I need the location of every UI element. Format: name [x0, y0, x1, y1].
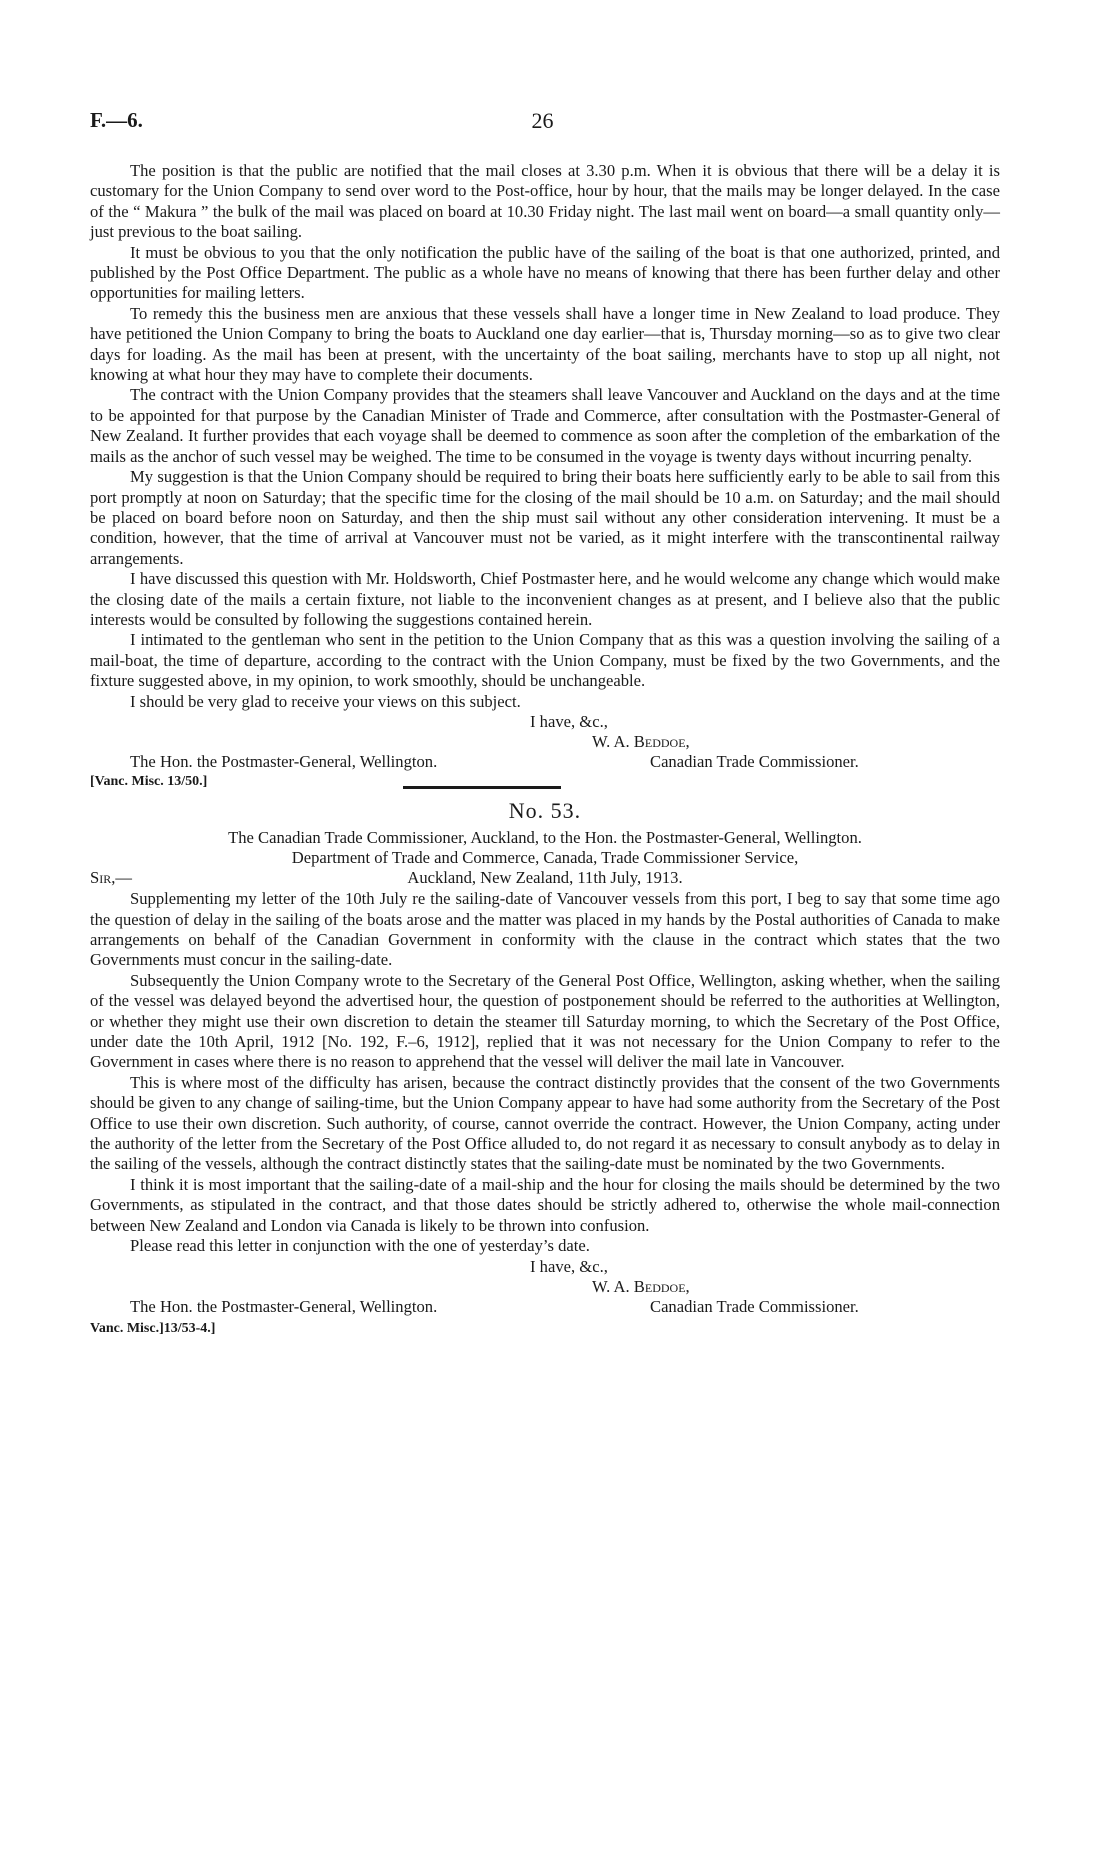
department-line: Department of Trade and Commerce, Canada, Trade Commissioner Service, — [291, 848, 799, 868]
letter-52-continued — [90, 161, 1000, 789]
paragraph: Please read this letter in conjunction with the one of yesterday’s date. — [130, 1236, 590, 1256]
signature: W. A. Beddoe, — [592, 1276, 690, 1296]
paragraph: My suggestion is that the Union Company should be required to bring their boats here sufficiently early to be able to sail from this port promptly at noon on Saturday; that the specific time for the closing of the mail should be 10 a.m. on Saturday; and the mail should be placed on board before noon on Saturday, and then the ship must sail without any other consideration intervening. It must be a condition, however, that the time of arrival at Vancouver must not be varied, as it might interfere with the transcontinental railway arrangements. — [90, 467, 1000, 568]
paragraph: The position is that the public are notified that the mail closes at 3.30 p.m. When it is obvious that there will be a delay it is customary for the Union Company to send over word to the Post-office, hour by hour, that the mails may be longer delayed. In the case of the “ Makura ” the bulk of the mail was placed on board at 10.30 Friday night. The last mail went on board—a small quantity only—just previous to the boat sailing. — [90, 161, 1000, 242]
page-header — [90, 108, 995, 138]
letter-closing — [90, 712, 1000, 772]
file-reference: Vanc. Misc.]13/53-4.] — [90, 1320, 216, 1336]
letter-closing — [90, 1257, 1000, 1317]
document-reference: F.—6. — [90, 108, 143, 132]
paragraph: I have discussed this question with Mr. Holdsworth, Chief Postmaster here, and he would welcome any change which would make the closing date of the mails a certain fixture, not liable to the inconvenient changes as at present, and I believe also that the public interests would be consulted by following the suggestions contained herein. — [90, 569, 1000, 629]
paragraph: To remedy this the business men are anxious that these vessels shall have a longer time in New Zealand to load produce. They have petitioned the Union Company to bring the boats to Auckland one day earlier—that is, Thursday morning—so as to give two clear days for loading. As the mail has been at present, with the uncertainty of the boat sailing, merchants have to stop up all night, not knowing at what hour they may have to complete their documents. — [90, 303, 1000, 385]
closing-phrase: I have, &c., — [530, 1256, 608, 1276]
paragraph: I intimated to the gentleman who sent in the petition to the Union Company that as this was a question involving the sailing of a mail-boat, the time of departure, according to the contract with the Union Company, must be fixed by the two Governments, and the fixture suggested above, in my opinion, to work smoothly, should be unchangeable. — [90, 630, 1000, 691]
letter-number-heading: No. 53. — [508, 798, 582, 824]
letter-address-block — [90, 848, 1000, 889]
page-body — [90, 161, 1000, 1339]
page-number: 26 — [531, 108, 554, 133]
place-date-line: Auckland, New Zealand, 11th July, 1913. — [407, 868, 683, 888]
letter-from-line: The Canadian Trade Commissioner, Auckland, to the Hon. the Postmaster-General, Wellington. — [228, 827, 862, 847]
file-reference: [Vanc. Misc. 13/50.] — [90, 773, 208, 789]
addressee: The Hon. the Postmaster-General, Wellington. — [130, 1296, 438, 1316]
paragraph: Supplementing my letter of the 10th July re the sailing-date of Vancouver vessels from this port, I beg to say that some time ago the question of delay in the sailing of the boats arose and the matter was placed in my hands by the Postal authorities of Canada to make arrangements on behalf of the Canadian Government in conformity with the clause in the contract which states that the two Governments must concur in the sailing-date. — [90, 889, 1000, 970]
paragraph: I should be very glad to receive your views on this subject. — [130, 691, 521, 711]
paragraph: This is where most of the difficulty has arisen, because the contract distinctly provides that the consent of the two Governments should be given to any change of sailing-time, but the Union Company appear to have had some authority from the Secretary of the Post Office to use their own discretion. Such authority, of course, cannot override the contract. However, the Union Company, acting under the authority of the letter from the Secretary of the Post Office alluded to, do not regard it as necessary to consult anybody as to delay in the sailing of the vessels, although the contract distinctly states that the sailing-date must be nominated by the two Governments. — [90, 1072, 1000, 1174]
closing-phrase: I have, &c., — [530, 711, 608, 731]
paragraph: I think it is most important that the sailing-date of a mail-ship and the hour for closing the mails should be determined by the two Governments, as stipulated in the contract, and that those dates should be strictly adhered to, otherwise the whole mail-connection between New Zealand and London via Canada is likely to be thrown into confusion. — [90, 1174, 1000, 1235]
paragraph: The contract with the Union Company provides that the steamers shall leave Vancouver and Auckland on the days and at the time to be appointed for that purpose by the Canadian Minister of Trade and Commerce, after consultation with the Postmaster-General of New Zealand. It further provides that each voyage shall be deemed to commence as soon after the completion of the embarkation of the mails as the anchor of such vessel may be weighed. The time to be consumed in the voyage is twenty days without incurring penalty. — [90, 385, 1000, 466]
signature: W. A. Beddoe, — [592, 731, 690, 751]
paragraph: It must be obvious to you that the only notification the public have of the sailing of the boat is that one authorized, printed, and published by the Post Office Department. The public as a whole have no means of knowing that there has been further delay and other opportunities for mailing letters. — [90, 242, 1000, 303]
signer-title: Canadian Trade Commissioner. — [650, 1296, 859, 1316]
section-divider — [403, 786, 561, 789]
letter-53 — [90, 798, 1000, 1339]
salutation: Sir,— — [90, 868, 132, 888]
addressee: The Hon. the Postmaster-General, Wellington. — [130, 751, 438, 771]
signer-title: Canadian Trade Commissioner. — [650, 751, 859, 771]
paragraph: Subsequently the Union Company wrote to the Secretary of the General Post Office, Wellington, asking whether, when the sailing of the vessel was delayed beyond the advertised hour, the question of postponement should be referred to the authorities at Wellington, or whether they might use their own discretion to detain the steamer till Saturday morning, to which the Secretary of the Post Office, under date the 10th April, 1912 [No. 192, F.–6, 1912], replied that it was not necessary for the Union Company to refer to the Government in cases where there is no reason to apprehend that the vessel will deliver the mail late in Vancouver. — [90, 970, 1000, 1072]
